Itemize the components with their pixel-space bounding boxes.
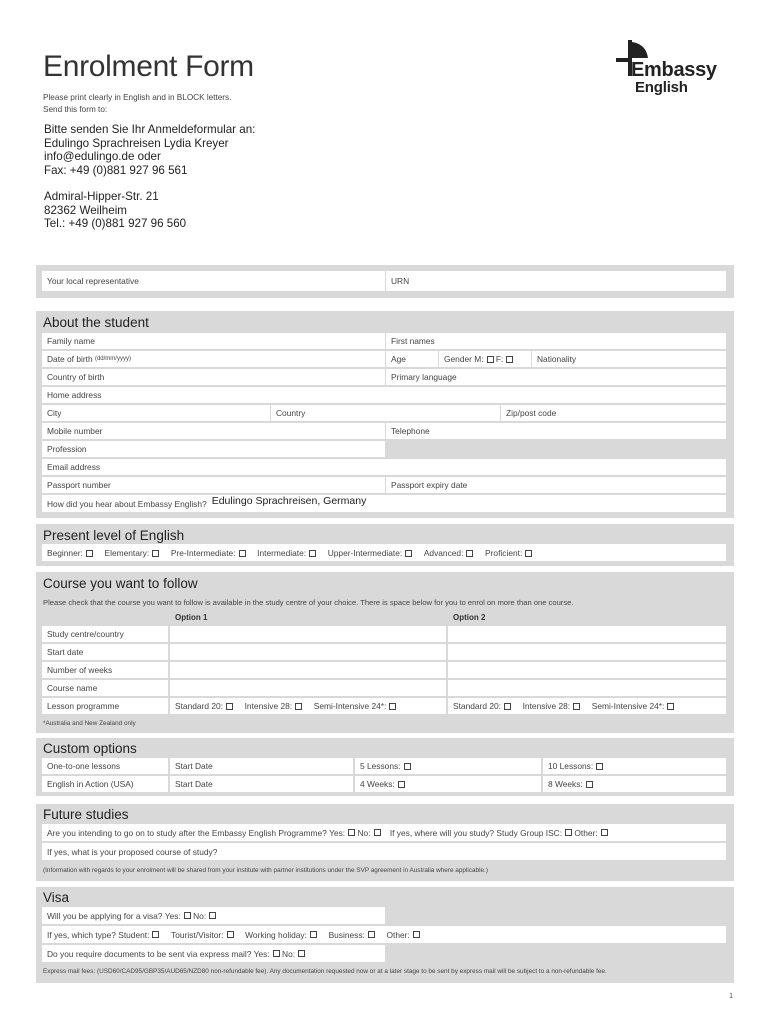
express-mail-note: Express mail fees: (USD60/CAD95/GBP35/AUD65/NZD80 non-refundable fee). Any documentation requested now or at a later stage to be sent by express mail will be subject to a non-refundable fee. xyxy=(43,968,607,975)
local-representative-field[interactable]: Your local representative xyxy=(42,271,385,291)
eight-weeks-checkbox[interactable] xyxy=(586,781,593,788)
primary-language-field[interactable]: Primary language xyxy=(386,369,726,385)
urn-field[interactable]: URN xyxy=(386,271,726,291)
address-line: 82362 Weilheim xyxy=(44,203,127,217)
visa-other-checkbox[interactable] xyxy=(413,931,420,938)
section-title: Visa xyxy=(43,890,70,905)
address-line: info@edulingo.de oder xyxy=(44,150,161,164)
nationality-field[interactable]: Nationality xyxy=(532,351,726,367)
about-student-section xyxy=(36,311,734,518)
email-field[interactable]: Email address xyxy=(42,459,726,475)
future-yes-checkbox[interactable] xyxy=(348,829,355,836)
option-2-header: Option 2 xyxy=(453,612,486,622)
section-title: Custom options xyxy=(43,741,137,756)
option-2-programme-row: Standard 20: Intensive 28: Semi-Intensive 24*: xyxy=(448,698,726,714)
level-options-row xyxy=(42,544,726,561)
opt2-intensive-checkbox[interactable] xyxy=(573,703,580,710)
address-line: Tel.: +49 (0)881 927 96 560 xyxy=(44,217,187,231)
address-block-2 xyxy=(44,190,186,231)
opt1-semi-intensive-checkbox[interactable] xyxy=(389,703,396,710)
course-note: Please check that the course you want to follow is available in the study centre of your choice. There is space below for you to enrol on more than one course. xyxy=(43,598,574,607)
course-row-label: Number of weeks xyxy=(42,662,168,678)
opt2-semi-intensive-checkbox[interactable] xyxy=(667,703,674,710)
visa-no-checkbox[interactable] xyxy=(209,912,216,919)
logo-text-embassy: Embassy xyxy=(631,59,717,81)
gender-f-checkbox[interactable] xyxy=(506,356,513,363)
dob-label: Date of birth xyxy=(47,354,93,364)
hear-about-field[interactable] xyxy=(42,495,726,512)
level-beginner: Beginner: xyxy=(47,548,93,558)
course-row-label: Start date xyxy=(42,644,168,660)
course-row-label: Study centre/country xyxy=(42,626,168,642)
english-in-action-label: English in Action (USA) xyxy=(42,776,168,792)
hear-about-value: Edulingo Sprachreisen, Germany xyxy=(211,495,367,507)
hear-about-label: How did you hear about Embassy English? xyxy=(47,498,207,509)
one-to-one-label: One-to-one lessons xyxy=(42,758,168,774)
english-in-action-start-date-field[interactable]: Start Date xyxy=(170,776,353,792)
country-of-birth-field[interactable]: Country of birth xyxy=(42,369,385,385)
visa-yes-checkbox[interactable] xyxy=(184,912,191,919)
one-to-one-start-date-field[interactable]: Start Date xyxy=(170,758,353,774)
page-title: Enrolment Form xyxy=(43,50,254,83)
option-2-course-name-field[interactable] xyxy=(448,680,726,696)
embassy-english-logo xyxy=(612,38,727,98)
level-advanced: Advanced: xyxy=(424,548,474,558)
level-upper-intermediate-checkbox[interactable] xyxy=(405,550,412,557)
option-1-course-name-field[interactable] xyxy=(170,680,446,696)
express-yes-checkbox[interactable] xyxy=(273,950,280,957)
passport-expiry-field[interactable]: Passport expiry date xyxy=(386,477,726,493)
dob-field[interactable] xyxy=(42,351,385,367)
level-beginner-checkbox[interactable] xyxy=(86,550,93,557)
express-mail-row: Do you require documents to be sent via express mail? Yes: No: xyxy=(42,945,385,962)
course-row-label: Lesson programme xyxy=(42,698,168,714)
four-weeks-option: 4 Weeks: xyxy=(355,776,541,792)
ten-lessons-checkbox[interactable] xyxy=(596,763,603,770)
opt2-standard-checkbox[interactable] xyxy=(504,703,511,710)
option-2-study-centre-field[interactable] xyxy=(448,626,726,642)
city-field[interactable]: City xyxy=(42,405,270,421)
visa-business-checkbox[interactable] xyxy=(368,931,375,938)
level-proficient: Proficient: xyxy=(485,548,532,558)
five-lessons-option: 5 Lessons: xyxy=(355,758,541,774)
level-elementary: Elementary: xyxy=(105,548,160,558)
visa-working-holiday-checkbox[interactable] xyxy=(310,931,317,938)
future-studies-section xyxy=(36,804,734,881)
custom-options-section xyxy=(36,738,734,796)
future-study-question-row: Are you intending to go on to study after the Embassy English Programme? Yes: No: If yes, where will you study? Study Group ISC: Other: xyxy=(42,824,726,841)
level-intermediate: Intermediate: xyxy=(257,548,316,558)
profession-field[interactable]: Profession xyxy=(42,441,385,457)
course-row-label: Course name xyxy=(42,680,168,696)
level-pre-intermediate: Pre-Intermediate: xyxy=(171,548,246,558)
level-pre-intermediate-checkbox[interactable] xyxy=(239,550,246,557)
visa-student-checkbox[interactable] xyxy=(152,931,159,938)
visa-section xyxy=(36,887,734,983)
course-footnote: *Australia and New Zealand only xyxy=(43,720,136,727)
section-title: Course you want to follow xyxy=(43,576,198,591)
intro-line-2: Send this form to: xyxy=(43,105,108,114)
country-field[interactable]: Country xyxy=(271,405,500,421)
four-weeks-checkbox[interactable] xyxy=(398,781,405,788)
level-intermediate-checkbox[interactable] xyxy=(309,550,316,557)
option-2-start-date-field[interactable] xyxy=(448,644,726,660)
option-1-weeks-field[interactable] xyxy=(170,662,446,678)
visa-apply-row: Will you be applying for a visa? Yes: No: xyxy=(42,907,385,924)
future-note: (Information with regards to your enrolment will be shared from your institute with partner institutions under the SVP agreement in Australia where applicable.) xyxy=(43,867,488,874)
gender-f-label: F: xyxy=(495,354,504,364)
ten-lessons-option: 10 Lessons: xyxy=(543,758,726,774)
zip-field[interactable]: Zip/post code xyxy=(501,405,726,421)
eight-weeks-option: 8 Weeks: xyxy=(543,776,726,792)
address-block-1 xyxy=(44,123,255,177)
gender-label: Gender M: xyxy=(444,354,484,364)
logo-text-english: English xyxy=(635,79,688,96)
gender-field xyxy=(439,351,531,367)
section-title: Present level of English xyxy=(43,528,185,543)
age-field[interactable]: Age xyxy=(386,351,438,367)
visa-tourist-checkbox[interactable] xyxy=(227,931,234,938)
study-group-isc-checkbox[interactable] xyxy=(565,829,572,836)
level-elementary-checkbox[interactable] xyxy=(152,550,159,557)
intro-text xyxy=(43,92,231,116)
opt1-standard-checkbox[interactable] xyxy=(226,703,233,710)
address-line: Fax: +49 (0)881 927 96 561 xyxy=(44,163,188,177)
address-line: Bitte senden Sie Ihr Anmeldeformular an: xyxy=(44,123,256,136)
passport-number-field[interactable]: Passport number xyxy=(42,477,385,493)
mobile-field[interactable]: Mobile number xyxy=(42,423,385,439)
opt1-intensive-checkbox[interactable] xyxy=(295,703,302,710)
gender-m-checkbox[interactable] xyxy=(487,356,494,363)
home-address-field[interactable]: Home address xyxy=(42,387,726,403)
option-1-start-date-field[interactable] xyxy=(170,644,446,660)
visa-type-row: If yes, which type? Student: Tourist/Visitor: Working holiday: Business: Other: xyxy=(42,926,726,943)
level-upper-intermediate: Upper-Intermediate: xyxy=(328,548,412,558)
dob-hint: (dd/mm/yyyy) xyxy=(94,356,131,362)
option-1-study-centre-field[interactable] xyxy=(170,626,446,642)
page-number: 1 xyxy=(729,993,733,1000)
address-line: Admiral-Hipper-Str. 21 xyxy=(44,190,159,203)
address-line: Edulingo Sprachreisen Lydia Kreyer xyxy=(44,136,229,150)
future-no-checkbox[interactable] xyxy=(374,829,381,836)
intro-line-1: Please print clearly in English and in BLOCK letters. xyxy=(43,93,232,102)
representative-panel xyxy=(36,265,734,298)
english-level-section xyxy=(36,524,734,566)
future-other-checkbox[interactable] xyxy=(601,829,608,836)
first-names-field[interactable]: First names xyxy=(386,333,726,349)
level-advanced-checkbox[interactable] xyxy=(466,550,473,557)
level-proficient-checkbox[interactable] xyxy=(525,550,532,557)
family-name-field[interactable]: Family name xyxy=(42,333,385,349)
proposed-course-field[interactable]: If yes, what is your proposed course of study? xyxy=(42,843,726,860)
option-2-weeks-field[interactable] xyxy=(448,662,726,678)
section-title: About the student xyxy=(43,315,149,330)
option-1-header: Option 1 xyxy=(175,612,208,622)
course-section xyxy=(36,572,734,733)
section-title: Future studies xyxy=(43,807,129,822)
telephone-field[interactable]: Telephone xyxy=(386,423,726,439)
express-no-checkbox[interactable] xyxy=(298,950,305,957)
five-lessons-checkbox[interactable] xyxy=(404,763,411,770)
option-1-programme-row: Standard 20: Intensive 28: Semi-Intensive 24*: xyxy=(170,698,446,714)
